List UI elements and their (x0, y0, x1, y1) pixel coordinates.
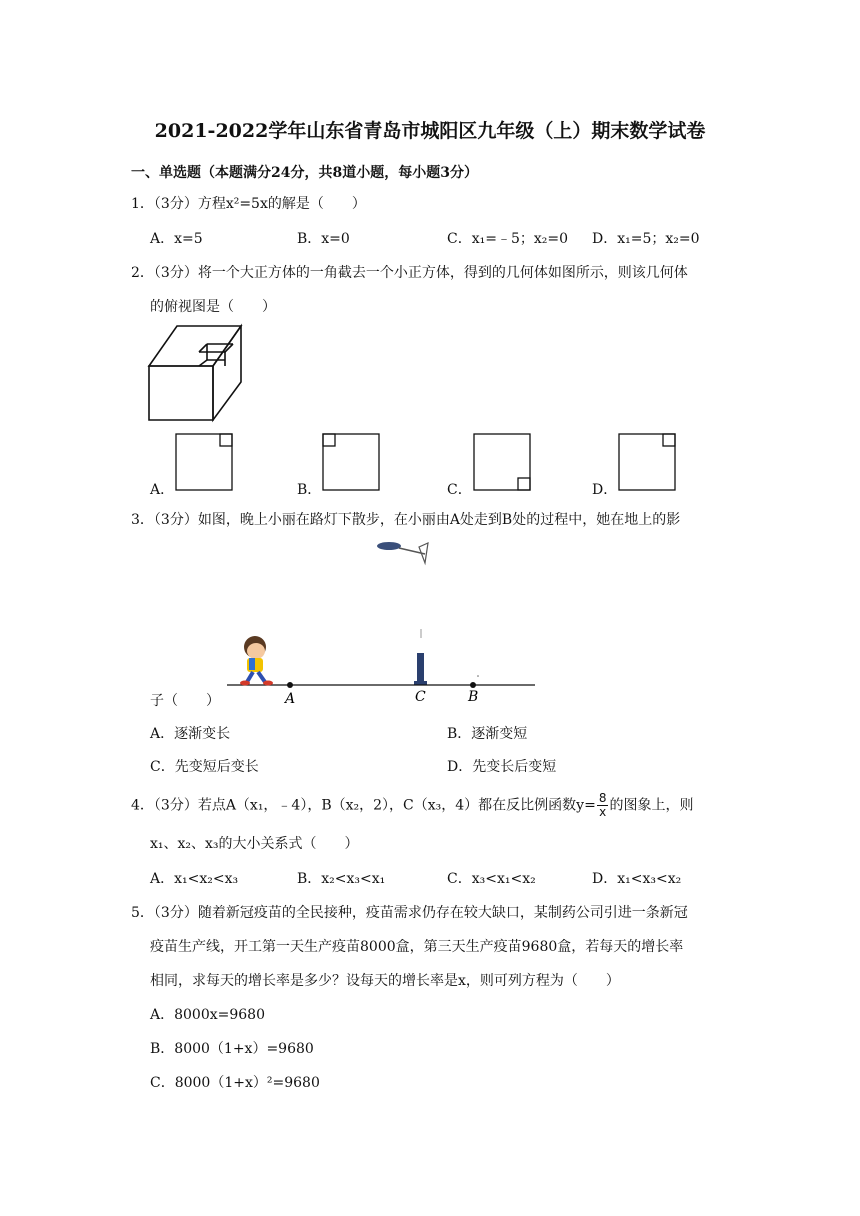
q4-option-a: A．x₁<x₂<x₃ (150, 871, 239, 887)
q1-option-b: B．x=0 (297, 231, 350, 247)
lamp-icon (377, 542, 428, 563)
point-c-label: C (415, 689, 426, 705)
question-3-stem-line2: 子（ ） (150, 693, 220, 709)
q2-option-a-label: A． (150, 482, 175, 498)
q2-option-b-figure (322, 433, 380, 491)
question-2-stem-line2: 的俯视图是（ ） (150, 299, 276, 315)
q3-option-c: C．先变短后变长 (150, 759, 259, 775)
q2-option-b-label: B． (297, 482, 322, 498)
q4-option-b: B．x₂<x₃<x₁ (297, 871, 386, 887)
point-b-label: B (468, 689, 479, 705)
q3-option-a: A．逐渐变长 (150, 726, 231, 742)
q2-option-c-label: C． (447, 482, 472, 498)
question-3-stem-line1: 3．（3分）如图，晚上小丽在路灯下散步，在小丽由A处走到B处的过程中，她在地上的影 (131, 512, 681, 528)
question-5-stem-line2: 疫苗生产线，开工第一天生产疫苗8000盒，第三天生产疫苗9680盒，若每天的增长率 (150, 939, 684, 955)
q4-fraction-denominator: x (599, 805, 607, 819)
page-title: 2021-2022学年山东省青岛市城阳区九年级（上）期末数学试卷 (154, 120, 706, 142)
question-5-stem-line1: 5．（3分）随着新冠疫苗的全民接种，疫苗需求仍存在较大缺口，某制药公司引进一条新冠 (131, 905, 688, 921)
question-5-stem-line3: 相同，求每天的增长率是多少？设每天的增长率是x，则可列方程为（ ） (150, 973, 620, 989)
q2-option-d-label: D． (592, 482, 618, 498)
q1-option-c: C．x₁=﹣5；x₂=0 (447, 231, 569, 247)
girl-icon (240, 636, 273, 686)
q2-option-d-figure (618, 433, 676, 491)
q3-option-b: B．逐渐变短 (447, 726, 528, 742)
question-1-stem: 1．（3分）方程x²=5x的解是（ ） (131, 196, 366, 212)
q5-option-a: A．8000x=9680 (150, 1007, 265, 1023)
q4-fraction (597, 792, 609, 819)
question-4-stem (131, 792, 693, 819)
q5-option-b: B．8000（1+x）=9680 (150, 1041, 314, 1057)
section-heading: 一、单选题（本题满分24分，共8道小题，每小题3分） (131, 165, 478, 181)
q4-stem-pre: 4．（3分）若点A（x₁，﹣4），B（x₂，2），C（x₃，4）都在反比例函数y= (131, 797, 596, 814)
q4-option-d: D．x₁<x₃<x₂ (592, 871, 682, 887)
streetlight-figure (225, 535, 537, 710)
q1-option-a: A．x=5 (150, 231, 203, 247)
q4-option-c: C．x₃<x₁<x₂ (447, 871, 536, 887)
q4-fraction-numerator: 8 (598, 791, 607, 805)
q5-option-c: C．8000（1+x）²=9680 (150, 1075, 320, 1091)
point-a-label: A (285, 691, 296, 707)
q2-option-c-figure (473, 433, 531, 491)
q4-stem-post: 的图象上，则 (609, 797, 694, 814)
question-2-stem-line1: 2．（3分）将一个大正方体的一角截去一个小正方体，得到的几何体如图所示，则该几何体 (131, 265, 688, 281)
q3-option-d: D．先变长后变短 (447, 759, 557, 775)
question-4-stem-line2: x₁、x₂、x₃的大小关系式（ ） (150, 836, 359, 852)
q2-option-a-figure (175, 433, 233, 491)
q1-option-d: D．x₁=5；x₂=0 (592, 231, 700, 247)
cube-figure (145, 322, 245, 424)
